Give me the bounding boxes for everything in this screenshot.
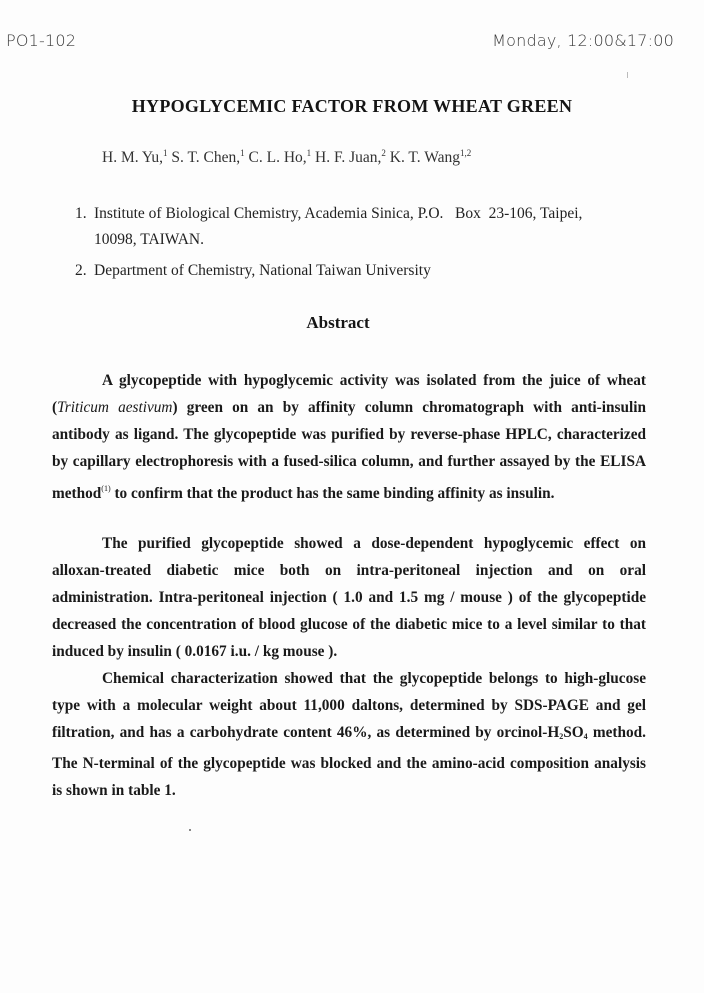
paper-title: HYPOGLYCEMIC FACTOR FROM WHEAT GREEN — [131, 96, 573, 116]
scan-speck — [189, 829, 191, 831]
affiliation-text: Institute of Biological Chemistry, Academia Sinica, P.O. Box 23-106, Taipei, — [94, 205, 583, 222]
author-affil-mark: 2 — [381, 148, 386, 158]
scan-speck — [627, 72, 628, 78]
text-run: to confirm that the product has the same binding affinity as insulin. — [110, 485, 555, 502]
author-affil-mark: 1 — [306, 148, 312, 158]
text-run: A glycopeptide with hypoglycemic activity was isolated from the juice of wheat ( — [52, 372, 646, 416]
session-schedule: Monday, 12:00&17:00 — [492, 31, 674, 50]
author: K. T. Wang — [389, 149, 460, 166]
abstract-paragraph-2: The purified glycopeptide showed a dose-dependent hypoglycemic effect on alloxan-treated diabetic mice both on intra-peritoneal injection and on oral administration. Intra-peritoneal injection ( 1.0 and 1.5 mg / mouse ) of the glycopeptide decreased the concentration of blood glucose of the diabetic mice to a level similar to that induced by insulin ( 0.0167 i.u. / kg mouse ). — [52, 535, 646, 660]
subscript: 4 — [583, 732, 588, 741]
author-affil-mark: 1,2 — [460, 148, 472, 158]
affiliation-number: 1. — [75, 205, 87, 222]
affiliation-number: 2. — [75, 262, 87, 279]
subscript: 2 — [559, 732, 564, 741]
text-run: method. The N-terminal of the glycopeptide was blocked and the amino-acid composition analysis is shown in table 1. — [52, 724, 646, 799]
author-affil-mark: 1 — [163, 148, 168, 158]
affiliation-2 — [75, 258, 655, 284]
author: S. T. Chen, — [171, 149, 241, 166]
author: H. M. Yu, — [102, 149, 164, 166]
abstract-heading: Abstract — [306, 313, 370, 332]
text-run: ) green on an by affinity column chromatograph with anti-insulin antibody as ligand. The glycopeptide was purified by reverse-phase HPLC, characterized by capillary electrophoresis with a fused-silica column, and further assayed by the ELISA method — [52, 399, 646, 502]
abstract-paragraph-1 — [52, 367, 646, 507]
species-name: Triticum aestivum — [57, 399, 173, 416]
author: C. L. Ho, — [248, 149, 307, 166]
author: H. F. Juan, — [315, 149, 382, 166]
author-list — [102, 148, 471, 167]
abstract-paragraph-3 — [52, 665, 646, 804]
reference-mark: (1) — [101, 484, 111, 493]
poster-code: PO1-102 — [6, 31, 77, 50]
text-run: Chemical characterization showed that the glycopeptide belongs to high-glucose type with a molecular weight about 11,000 daltons, determined by SDS-PAGE and gel filtration, and has a carbohydrate content 46%, as determined by orcinol-H — [52, 670, 646, 741]
affiliation-1 — [75, 201, 655, 253]
author-affil-mark: 1 — [240, 148, 245, 158]
text-run: SO — [563, 724, 584, 741]
affiliation-text-cont: 10098, TAIWAN. — [94, 231, 204, 248]
affiliation-text: Department of Chemistry, National Taiwan University — [94, 262, 431, 279]
